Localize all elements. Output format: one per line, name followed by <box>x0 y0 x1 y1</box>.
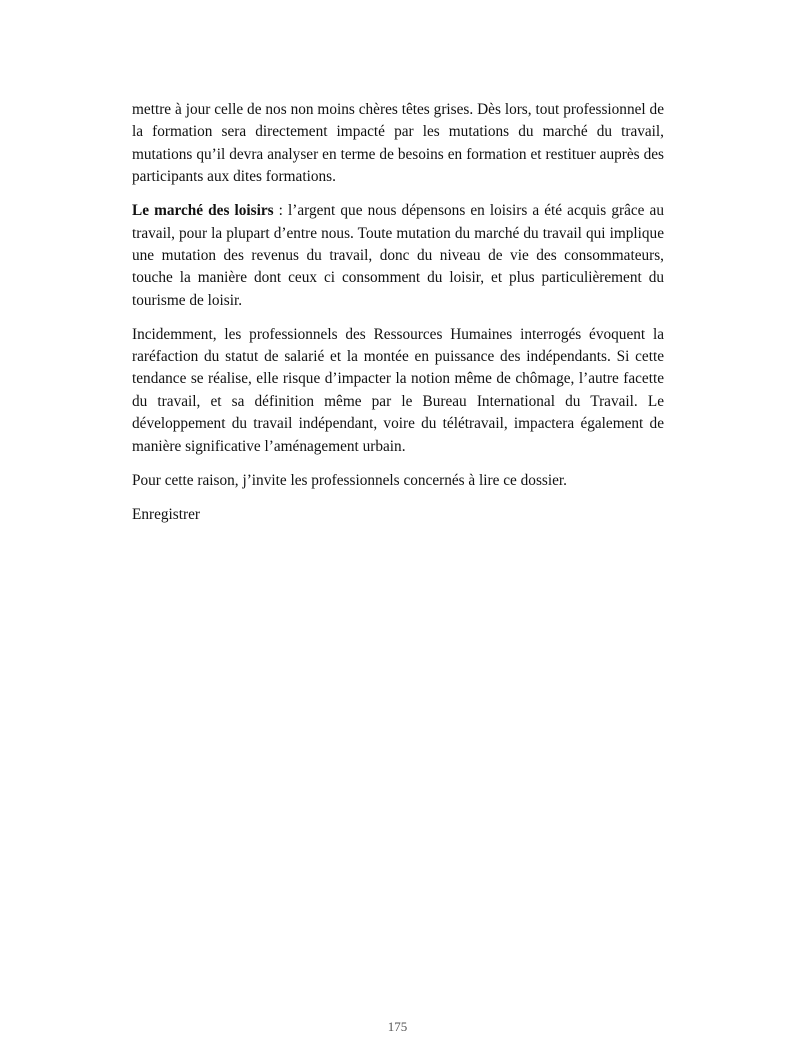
paragraph-5-text: Enregistrer <box>132 505 200 523</box>
paragraph-1 <box>132 99 664 189</box>
body-text <box>132 99 664 537</box>
paragraph-4 <box>132 470 664 492</box>
paragraph-4-text: Pour cette raison, j’invite les professionnels concernés à lire ce dossier. <box>132 471 567 489</box>
paragraph-3 <box>132 324 664 458</box>
paragraph-1-text: mettre à jour celle de nos non moins chères têtes grises. Dès lors, tout professionnel de la formation sera directement impacté par les mutations du marché du travail, mutations qu’il devra analyser en terme de besoins en formation et restituer auprès des participants aux dites formations. <box>132 101 664 186</box>
page-number: 175 <box>387 1019 408 1034</box>
paragraph-2 <box>132 200 664 312</box>
paragraph-3-text: Incidemment, les professionnels des Ressources Humaines interrogés évoquent la raréfaction du statut de salarié et la montée en puissance des indépendants. Si cette tendance se réalise, elle risque d’impacter la notion même de chômage, l’autre facette du travail, et sa définition même par le Bureau International du Travail. Le développement du travail indépendant, voire du télétravail, impactera également de manière significative l’aménagement urbain. <box>132 325 664 455</box>
paragraph-2-text: : l’argent que nous dépensons en loisirs a été acquis grâce au travail, pour la plupart d’entre nous. Toute mutation du marché du travail qui implique une mutation des revenus du travail, donc du niveau de vie des consommateurs, touche la manière dont ceux ci consomment du loisir, et plus particulièrement du tourisme de loisir. <box>132 202 664 309</box>
paragraph-5 <box>132 504 664 526</box>
paragraph-2-heading: Le marché des loisirs <box>132 202 274 220</box>
